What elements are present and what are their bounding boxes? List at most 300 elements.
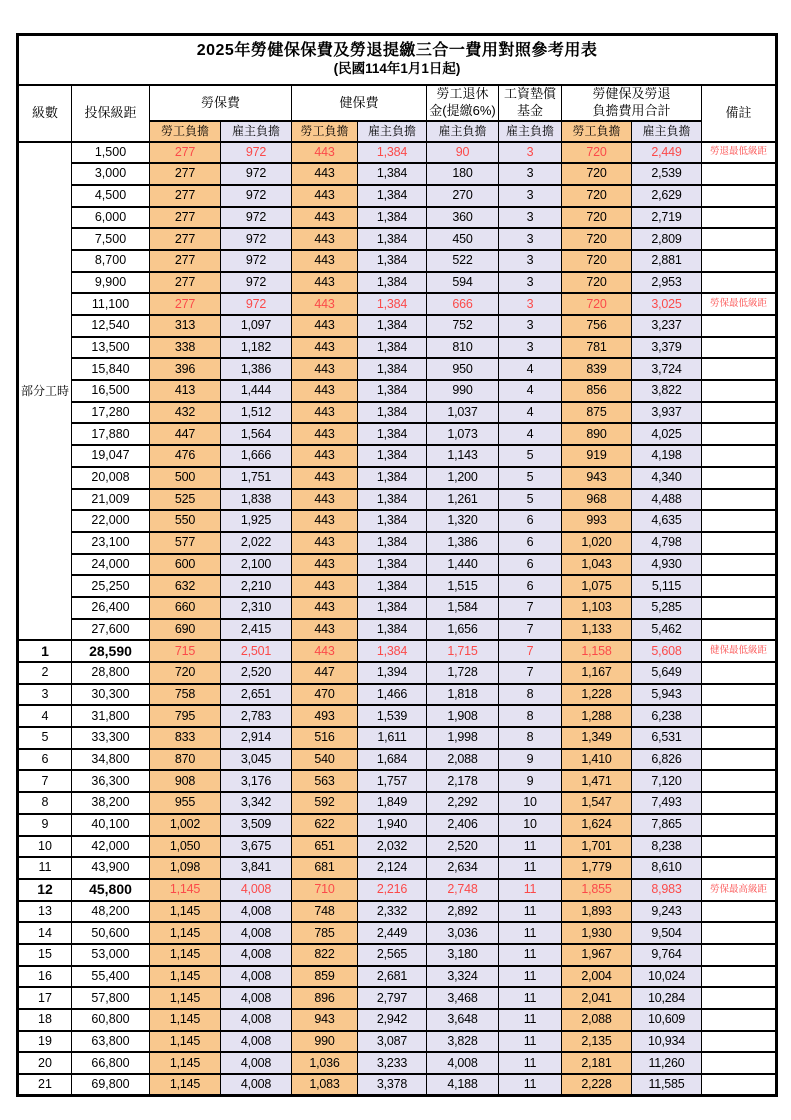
level-cell: 13 <box>18 901 72 923</box>
value-cell: 1,037 <box>427 402 499 424</box>
bracket-cell: 48,200 <box>72 901 150 923</box>
value-cell: 443 <box>292 358 358 380</box>
value-cell: 720 <box>562 207 632 229</box>
col-header-remark: 備註 <box>702 85 777 142</box>
value-cell: 522 <box>427 250 499 272</box>
table-row <box>18 857 777 879</box>
level-cell: 20 <box>18 1052 72 1074</box>
value-cell: 313 <box>150 315 221 337</box>
value-cell: 7,120 <box>632 770 702 792</box>
remark-cell <box>702 922 777 944</box>
value-cell: 2,088 <box>427 749 499 771</box>
value-cell: 443 <box>292 554 358 576</box>
value-cell: 1,384 <box>358 207 427 229</box>
value-cell: 972 <box>221 293 292 315</box>
value-cell: 710 <box>292 879 358 901</box>
value-cell: 3,342 <box>221 792 292 814</box>
bracket-cell: 15,840 <box>72 358 150 380</box>
remark-cell <box>702 358 777 380</box>
value-cell: 5,649 <box>632 662 702 684</box>
value-cell: 1,103 <box>562 597 632 619</box>
value-cell: 1,751 <box>221 467 292 489</box>
table-row <box>18 358 777 380</box>
value-cell: 1,656 <box>427 619 499 641</box>
remark-cell: 勞保最高級距 <box>702 879 777 901</box>
value-cell: 4,008 <box>221 987 292 1009</box>
value-cell: 2,719 <box>632 207 702 229</box>
bracket-cell: 26,400 <box>72 597 150 619</box>
remark-cell <box>702 619 777 641</box>
remark-cell <box>702 901 777 923</box>
remark-cell <box>702 597 777 619</box>
value-cell: 8 <box>499 727 562 749</box>
bracket-cell: 38,200 <box>72 792 150 814</box>
value-cell: 9 <box>499 770 562 792</box>
value-cell: 443 <box>292 445 358 467</box>
bracket-cell: 16,500 <box>72 380 150 402</box>
value-cell: 3 <box>499 315 562 337</box>
remark-cell <box>702 445 777 467</box>
value-cell: 7,493 <box>632 792 702 814</box>
value-cell: 11 <box>499 901 562 923</box>
level-cell: 5 <box>18 727 72 749</box>
table-row <box>18 467 777 489</box>
value-cell: 2,332 <box>358 901 427 923</box>
remark-cell <box>702 770 777 792</box>
value-cell: 11 <box>499 857 562 879</box>
value-cell: 11 <box>499 944 562 966</box>
value-cell: 1,547 <box>562 792 632 814</box>
remark-cell <box>702 380 777 402</box>
value-cell: 450 <box>427 228 499 250</box>
value-cell: 277 <box>150 185 221 207</box>
remark-cell <box>702 575 777 597</box>
bracket-cell: 4,500 <box>72 185 150 207</box>
value-cell: 1,384 <box>358 619 427 641</box>
table-row <box>18 315 777 337</box>
value-cell: 839 <box>562 358 632 380</box>
value-cell: 5 <box>499 467 562 489</box>
value-cell: 1,384 <box>358 358 427 380</box>
value-cell: 1,908 <box>427 705 499 727</box>
value-cell: 8,983 <box>632 879 702 901</box>
value-cell: 1,384 <box>358 423 427 445</box>
value-cell: 180 <box>427 163 499 185</box>
value-cell: 10 <box>499 792 562 814</box>
value-cell: 3,379 <box>632 337 702 359</box>
level-cell: 6 <box>18 749 72 771</box>
value-cell: 1,386 <box>221 358 292 380</box>
bracket-cell: 40,100 <box>72 814 150 836</box>
table-row <box>18 662 777 684</box>
level-cell: 15 <box>18 944 72 966</box>
value-cell: 1,684 <box>358 749 427 771</box>
value-cell: 4,008 <box>221 966 292 988</box>
page-subtitle: (民國114年1月1日起) <box>333 61 461 77</box>
table-row <box>18 185 777 207</box>
value-cell: 1,145 <box>150 987 221 1009</box>
bracket-cell: 31,800 <box>72 705 150 727</box>
value-cell: 443 <box>292 163 358 185</box>
value-cell: 577 <box>150 532 221 554</box>
bracket-cell: 50,600 <box>72 922 150 944</box>
value-cell: 443 <box>292 597 358 619</box>
table-row <box>18 987 777 1009</box>
value-cell: 1,349 <box>562 727 632 749</box>
value-cell: 968 <box>562 489 632 511</box>
value-cell: 1,386 <box>427 532 499 554</box>
value-cell: 2,783 <box>221 705 292 727</box>
value-cell: 11 <box>499 836 562 858</box>
value-cell: 896 <box>292 987 358 1009</box>
value-cell: 833 <box>150 727 221 749</box>
value-cell: 1,384 <box>358 272 427 294</box>
value-cell: 720 <box>562 228 632 250</box>
level-cell: 10 <box>18 836 72 858</box>
page-title: 2025年勞健保保費及勞退提繳三合一費用對照參考用表 <box>196 42 598 60</box>
value-cell: 443 <box>292 489 358 511</box>
level-cell: 17 <box>18 987 72 1009</box>
value-cell: 4,008 <box>221 1009 292 1031</box>
value-cell: 1,384 <box>358 293 427 315</box>
bracket-cell: 60,800 <box>72 1009 150 1031</box>
value-cell: 443 <box>292 510 358 532</box>
value-cell: 1,471 <box>562 770 632 792</box>
remark-cell <box>702 944 777 966</box>
value-cell: 2,797 <box>358 987 427 1009</box>
value-cell: 7 <box>499 662 562 684</box>
value-cell: 690 <box>150 619 221 641</box>
value-cell: 1,075 <box>562 575 632 597</box>
value-cell: 3,324 <box>427 966 499 988</box>
value-cell: 277 <box>150 228 221 250</box>
value-cell: 1,444 <box>221 380 292 402</box>
value-cell: 1,967 <box>562 944 632 966</box>
value-cell: 1,940 <box>358 814 427 836</box>
value-cell: 8,238 <box>632 836 702 858</box>
value-cell: 592 <box>292 792 358 814</box>
table-row <box>18 1031 777 1053</box>
table-title-block <box>18 35 777 85</box>
remark-cell <box>702 423 777 445</box>
bracket-cell: 43,900 <box>72 857 150 879</box>
value-cell: 11 <box>499 966 562 988</box>
value-cell: 9,243 <box>632 901 702 923</box>
col-header-total: 勞健保及勞退 負擔費用合計 <box>562 85 702 121</box>
value-cell: 1,564 <box>221 423 292 445</box>
table-row <box>18 619 777 641</box>
value-cell: 443 <box>292 532 358 554</box>
value-cell: 1,818 <box>427 684 499 706</box>
value-cell: 1,384 <box>358 489 427 511</box>
remark-cell <box>702 705 777 727</box>
value-cell: 270 <box>427 185 499 207</box>
table-row <box>18 836 777 858</box>
table-row <box>18 402 777 424</box>
value-cell: 277 <box>150 207 221 229</box>
level-cell: 3 <box>18 684 72 706</box>
value-cell: 715 <box>150 640 221 662</box>
remark-cell <box>702 727 777 749</box>
value-cell: 2,881 <box>632 250 702 272</box>
table-row <box>18 640 777 662</box>
value-cell: 1,145 <box>150 1009 221 1031</box>
value-cell: 1,440 <box>427 554 499 576</box>
table-row <box>18 163 777 185</box>
value-cell: 1,043 <box>562 554 632 576</box>
value-cell: 1,849 <box>358 792 427 814</box>
value-cell: 4,188 <box>427 1074 499 1096</box>
value-cell: 4,008 <box>221 944 292 966</box>
table-row <box>18 207 777 229</box>
remark-cell <box>702 402 777 424</box>
value-cell: 447 <box>150 423 221 445</box>
value-cell: 4,008 <box>221 901 292 923</box>
value-cell: 1,384 <box>358 228 427 250</box>
bracket-cell: 3,000 <box>72 163 150 185</box>
premium-reference-table <box>16 33 778 1097</box>
value-cell: 1,410 <box>562 749 632 771</box>
value-cell: 2,501 <box>221 640 292 662</box>
value-cell: 10,024 <box>632 966 702 988</box>
value-cell: 3,675 <box>221 836 292 858</box>
value-cell: 3,237 <box>632 315 702 337</box>
table-row <box>18 684 777 706</box>
value-cell: 1,666 <box>221 445 292 467</box>
value-cell: 1,097 <box>221 315 292 337</box>
value-cell: 4,008 <box>221 879 292 901</box>
value-cell: 2,181 <box>562 1052 632 1074</box>
value-cell: 360 <box>427 207 499 229</box>
remark-cell <box>702 792 777 814</box>
value-cell: 443 <box>292 228 358 250</box>
value-cell: 4 <box>499 423 562 445</box>
value-cell: 1,200 <box>427 467 499 489</box>
value-cell: 752 <box>427 315 499 337</box>
value-cell: 972 <box>221 250 292 272</box>
value-cell: 4,025 <box>632 423 702 445</box>
table-row <box>18 380 777 402</box>
value-cell: 2,004 <box>562 966 632 988</box>
col-header-bracket: 投保級距 <box>72 85 150 142</box>
value-cell: 859 <box>292 966 358 988</box>
bracket-cell: 23,100 <box>72 532 150 554</box>
remark-cell <box>702 1031 777 1053</box>
level-cell: 2 <box>18 662 72 684</box>
value-cell: 720 <box>562 272 632 294</box>
value-cell: 2,022 <box>221 532 292 554</box>
subheader-health-employee: 勞工負擔 <box>292 121 358 142</box>
value-cell: 720 <box>150 662 221 684</box>
value-cell: 2,100 <box>221 554 292 576</box>
value-cell: 11,585 <box>632 1074 702 1096</box>
value-cell: 5,608 <box>632 640 702 662</box>
value-cell: 8 <box>499 705 562 727</box>
level-cell: 7 <box>18 770 72 792</box>
value-cell: 1,584 <box>427 597 499 619</box>
value-cell: 1,145 <box>150 1031 221 1053</box>
remark-cell <box>702 987 777 1009</box>
value-cell: 1,384 <box>358 445 427 467</box>
value-cell: 1,384 <box>358 510 427 532</box>
value-cell: 1,145 <box>150 901 221 923</box>
value-cell: 3,176 <box>221 770 292 792</box>
table-row <box>18 792 777 814</box>
value-cell: 6 <box>499 532 562 554</box>
value-cell: 443 <box>292 293 358 315</box>
bracket-cell: 13,500 <box>72 337 150 359</box>
bracket-cell: 55,400 <box>72 966 150 988</box>
value-cell: 443 <box>292 467 358 489</box>
value-cell: 2,520 <box>221 662 292 684</box>
value-cell: 1,512 <box>221 402 292 424</box>
value-cell: 3 <box>499 250 562 272</box>
value-cell: 2,088 <box>562 1009 632 1031</box>
value-cell: 3 <box>499 337 562 359</box>
value-cell: 972 <box>221 142 292 164</box>
value-cell: 3 <box>499 207 562 229</box>
value-cell: 4,198 <box>632 445 702 467</box>
value-cell: 2,892 <box>427 901 499 923</box>
value-cell: 11 <box>499 879 562 901</box>
remark-cell: 健保最低級距 <box>702 640 777 662</box>
value-cell: 1,384 <box>358 163 427 185</box>
value-cell: 1,320 <box>427 510 499 532</box>
value-cell: 7 <box>499 597 562 619</box>
value-cell: 4 <box>499 358 562 380</box>
value-cell: 1,855 <box>562 879 632 901</box>
value-cell: 3,509 <box>221 814 292 836</box>
value-cell: 9,504 <box>632 922 702 944</box>
bracket-cell: 19,047 <box>72 445 150 467</box>
bracket-cell: 6,000 <box>72 207 150 229</box>
bracket-cell: 21,009 <box>72 489 150 511</box>
value-cell: 2,809 <box>632 228 702 250</box>
value-cell: 11 <box>499 987 562 1009</box>
value-cell: 4,930 <box>632 554 702 576</box>
value-cell: 277 <box>150 163 221 185</box>
remark-cell <box>702 1052 777 1074</box>
value-cell: 10,934 <box>632 1031 702 1053</box>
value-cell: 3,724 <box>632 358 702 380</box>
value-cell: 890 <box>562 423 632 445</box>
col-header-labor-insurance: 勞保費 <box>150 85 292 121</box>
value-cell: 720 <box>562 163 632 185</box>
value-cell: 3 <box>499 142 562 164</box>
remark-cell <box>702 337 777 359</box>
remark-cell <box>702 207 777 229</box>
value-cell: 443 <box>292 640 358 662</box>
table-row <box>18 705 777 727</box>
value-cell: 4,008 <box>427 1052 499 1074</box>
subheader-labor-employee: 勞工負擔 <box>150 121 221 142</box>
table-row <box>18 445 777 467</box>
value-cell: 5,285 <box>632 597 702 619</box>
remark-cell <box>702 749 777 771</box>
value-cell: 748 <box>292 901 358 923</box>
bracket-cell: 28,800 <box>72 662 150 684</box>
value-cell: 9 <box>499 749 562 771</box>
value-cell: 1,145 <box>150 1052 221 1074</box>
remark-cell <box>702 467 777 489</box>
value-cell: 4,635 <box>632 510 702 532</box>
value-cell: 4,008 <box>221 922 292 944</box>
value-cell: 4,008 <box>221 1052 292 1074</box>
value-cell: 2,178 <box>427 770 499 792</box>
value-cell: 720 <box>562 185 632 207</box>
value-cell: 2,216 <box>358 879 427 901</box>
bracket-cell: 57,800 <box>72 987 150 1009</box>
value-cell: 2,748 <box>427 879 499 901</box>
value-cell: 396 <box>150 358 221 380</box>
value-cell: 1,158 <box>562 640 632 662</box>
value-cell: 1,384 <box>358 640 427 662</box>
value-cell: 1,384 <box>358 380 427 402</box>
table-row <box>18 879 777 901</box>
value-cell: 908 <box>150 770 221 792</box>
value-cell: 1,145 <box>150 1074 221 1096</box>
value-cell: 600 <box>150 554 221 576</box>
bracket-cell: 45,800 <box>72 879 150 901</box>
value-cell: 8,610 <box>632 857 702 879</box>
value-cell: 756 <box>562 315 632 337</box>
value-cell: 277 <box>150 293 221 315</box>
value-cell: 2,415 <box>221 619 292 641</box>
value-cell: 1,539 <box>358 705 427 727</box>
value-cell: 666 <box>427 293 499 315</box>
value-cell: 2,406 <box>427 814 499 836</box>
value-cell: 3,036 <box>427 922 499 944</box>
value-cell: 810 <box>427 337 499 359</box>
value-cell: 476 <box>150 445 221 467</box>
value-cell: 1,050 <box>150 836 221 858</box>
remark-cell <box>702 857 777 879</box>
remark-cell <box>702 163 777 185</box>
value-cell: 2,041 <box>562 987 632 1009</box>
value-cell: 4,798 <box>632 532 702 554</box>
level-cell: 11 <box>18 857 72 879</box>
value-cell: 972 <box>221 228 292 250</box>
value-cell: 972 <box>221 163 292 185</box>
value-cell: 1,384 <box>358 467 427 489</box>
table-row <box>18 901 777 923</box>
value-cell: 6 <box>499 554 562 576</box>
table-row <box>18 770 777 792</box>
table-row <box>18 228 777 250</box>
level-cell: 1 <box>18 640 72 662</box>
value-cell: 919 <box>562 445 632 467</box>
value-cell: 2,210 <box>221 575 292 597</box>
value-cell: 338 <box>150 337 221 359</box>
bracket-cell: 7,500 <box>72 228 150 250</box>
value-cell: 1,925 <box>221 510 292 532</box>
value-cell: 525 <box>150 489 221 511</box>
value-cell: 1,020 <box>562 532 632 554</box>
value-cell: 950 <box>427 358 499 380</box>
value-cell: 11,260 <box>632 1052 702 1074</box>
bracket-cell: 12,540 <box>72 315 150 337</box>
bracket-cell: 27,600 <box>72 619 150 641</box>
table-row <box>18 1009 777 1031</box>
value-cell: 1,611 <box>358 727 427 749</box>
value-cell: 443 <box>292 185 358 207</box>
value-cell: 3,828 <box>427 1031 499 1053</box>
value-cell: 4,488 <box>632 489 702 511</box>
bracket-cell: 36,300 <box>72 770 150 792</box>
value-cell: 11 <box>499 922 562 944</box>
value-cell: 3,648 <box>427 1009 499 1031</box>
value-cell: 2,292 <box>427 792 499 814</box>
